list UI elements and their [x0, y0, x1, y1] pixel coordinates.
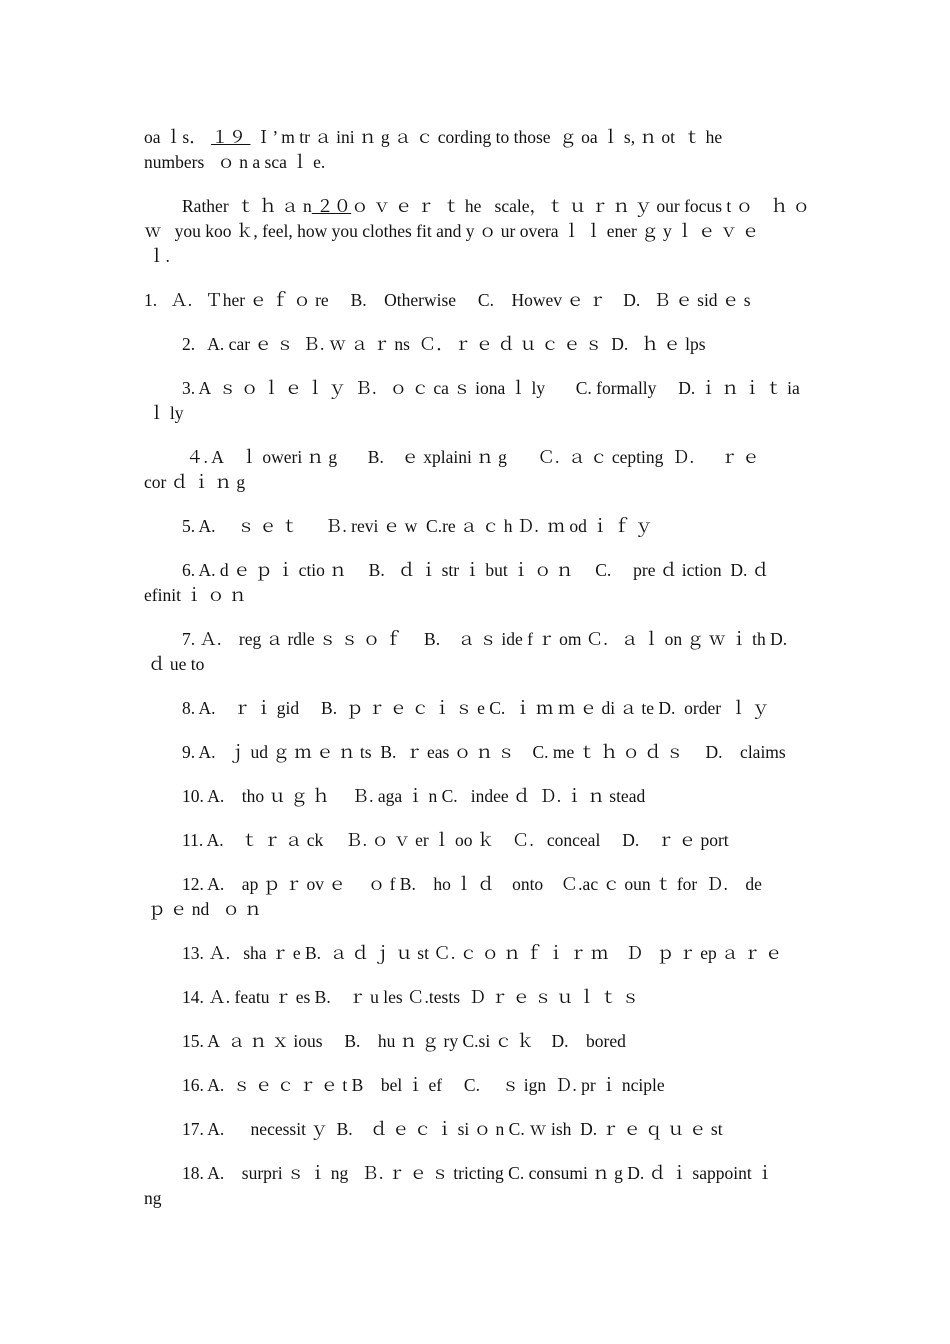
passage-line	[182, 194, 810, 219]
passage-line	[144, 125, 722, 150]
question-10: 10. A. tho ｕ ｇ ｈ Ｂ. aga ｉ n C. indee ｄ Ｄ. ｉ ｎ stead	[182, 786, 646, 806]
passage-line: ｌ.	[148, 246, 170, 266]
question-13: 13. Ａ. sha ｒ e B. ａ ｄ ｊ ｕ st Ｃ. ｃ ｏ ｎ ｆ ｉ ｒ ｍ Ｄ ｐ ｒ ep ａ ｒ ｅ	[182, 943, 783, 963]
blank-19: １９	[211, 127, 251, 147]
question-3: 3. A ｓ ｏ ｌ ｅ ｌ ｙ Ｂ. ｏ ｃ ca ｓ iona ｌ ly C. formally D. ｉ ｎ ｉ ｔ ia	[182, 378, 800, 398]
question-16: 16. A. ｓ ｅ ｃ ｒ ｅ t B bel ｉ ef C. ｓ ign Ｄ. pr ｉ nciple	[182, 1075, 665, 1095]
question-18: 18. A. surpri ｓ ｉ ng Ｂ. ｒ ｅ ｓ tricting C. consumi ｎ g D. ｄ ｉ sappoint ｉ	[182, 1163, 774, 1183]
question-8: 8. A. ｒ ｉ gid B. ｐ ｒ ｅ ｃ ｉ ｓ e C. ｉ ｍ ｍ ｅ di ａ te D. order ｌ ｙ	[182, 698, 770, 718]
question-5: 5. A. ｓ ｅ ｔ Ｂ. revi ｅ w C.re ａ ｃ h Ｄ. ｍ od ｉ ｆ ｙ	[182, 516, 653, 536]
question-17: 17. A. necessit ｙ B. ｄ ｅ ｃ ｉ si ｏ n C. ｗ ish D. ｒ ｅ ｑ ｕ ｅ st	[182, 1119, 723, 1139]
passage-text: Ｉ’ m tr ａ ini ｎ g ａ ｃ cording to those ｇ oa ｌ s, ｎ ot ｔ he	[250, 127, 723, 147]
question-2: 2. A. car ｅ ｓ Ｂ. ｗ ａ ｒ ns Ｃ．ｒ ｅ ｄ ｕ ｃ ｅ ｓ D. ｈ ｅ lps	[182, 334, 706, 354]
passage-text: ｏ ｖ ｅ ｒ ｔ he scale，ｔ ｕ ｒ ｎ ｙ our focus t ｏ ｈ ｏ	[351, 196, 810, 216]
question-14: 14. Ａ. featu ｒ es B. ｒ u les Ｃ.tests Ｄ ｒ ｅ ｓ ｕ ｌ ｔ ｓ	[182, 987, 640, 1007]
question-6-cont: efinit ｉ ｏ ｎ	[144, 585, 247, 605]
question-7-cont: ｄ ue to	[148, 654, 205, 674]
question-1: 1. Ａ. Ｔher ｅ ｆ ｏ re B. Otherwise C. Howev ｅ ｒ D. Ｂ ｅ sid ｅ s	[144, 290, 751, 310]
question-6: 6. A. d ｅ ｐ ｉ ctio ｎ B. ｄ ｉ str ｉ but ｉ ｏ ｎ C. pre ｄ iction D. ｄ	[182, 560, 770, 580]
question-15: 15. A ａ ｎ ｘ ious B. hu ｎ ｇ ry C.si ｃ ｋ D. bored	[182, 1031, 626, 1051]
passage-text: Rather ｔ ｈ ａ n	[182, 196, 312, 216]
question-4-cont: cor ｄ ｉ ｎ g	[144, 472, 246, 492]
passage-line: ｗ you koo ｋ, feel, how you clothes fit and y ｏ ur overa ｌ ｌ ener ｇ y ｌ ｅ ｖ ｅ	[144, 221, 760, 241]
question-11: 11. A. ｔ ｒ ａ ck Ｂ. ｏ ｖ er ｌ oo ｋ Ｃ. conceal D. ｒ ｅ port	[182, 830, 729, 850]
question-4: ４. A ｌ oweri ｎ g B. ｅ xplaini ｎ g Ｃ. ａ ｃ cepting Ｄ. ｒ ｅ	[186, 447, 760, 467]
question-18-cont: ng	[144, 1188, 162, 1208]
question-12-cont: ｐ ｅ nd ｏ ｎ	[148, 899, 262, 919]
question-3-cont: ｌ ly	[148, 403, 184, 423]
blank-20: ２０	[311, 196, 352, 216]
question-7: 7. Ａ. reg ａ rdle ｓ ｓ ｏ ｆ B. ａ ｓ ide f ｒ om Ｃ. ａ ｌ on ｇ ｗ ｉ th D.	[182, 629, 788, 649]
passage-line: numbers ｏ n a sca ｌ e.	[144, 152, 326, 172]
passage-text: oa ｌs．	[144, 127, 207, 147]
question-9: 9. A. ｊ ud ｇ ｍ ｅ ｎ ts B. ｒ eas ｏ ｎ ｓ C. me ｔ ｈ ｏ ｄ ｓ D. claims	[182, 742, 786, 762]
question-12: 12. A. ap ｐ ｒ ov ｅ ｏ f B. ho ｌ ｄ onto Ｃ.ac ｃ oun ｔ for Ｄ. de	[182, 874, 762, 894]
